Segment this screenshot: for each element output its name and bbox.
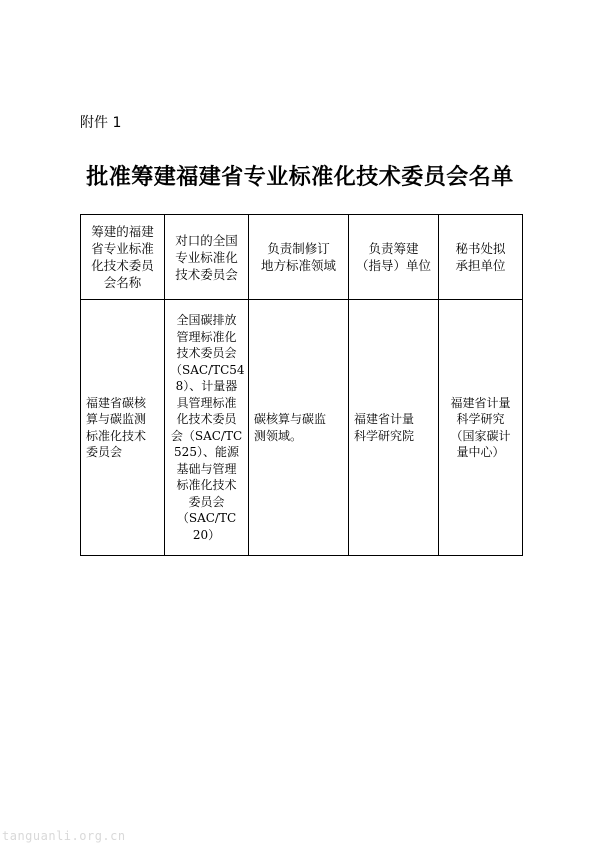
cell-preparation-unit: 福建省计量 科学研究院: [349, 300, 439, 556]
watermark: tanguanli.org.cn: [2, 829, 126, 843]
header-secretariat-unit: 秘书处拟 承担单位: [439, 215, 523, 300]
header-committee-name: 筹建的福建 省专业标准 化技术委员 会名称: [81, 215, 165, 300]
cell-secretariat-unit: 福建省计量 科学研究 （国家碳计 量中心）: [439, 300, 523, 556]
cell-standards-field: 碳核算与碳监 测领域。: [249, 300, 349, 556]
committee-table: [80, 214, 523, 556]
table-row: [81, 300, 523, 556]
header-preparation-unit: 负责筹建 （指导）单位: [349, 215, 439, 300]
table-header-row: [81, 215, 523, 300]
attachment-label: 附件 1: [80, 115, 122, 131]
cell-committee-name: 福建省碳核 算与碳监测 标准化技术 委员会: [81, 300, 165, 556]
cell-national-counterpart: 全国碳排放 管理标准化 技术委员会 （SAC/TC54 8）、计量器 具管理标准 化技术委员 会（SAC/TC 525）、能源 基础与管理 标准化技术 委员会 （SAC/TC 20）: [165, 300, 249, 556]
header-national-counterpart: 对口的全国 专业标准化 技术委员会: [165, 215, 249, 300]
header-standards-field: 负责制修订 地方标准领域: [249, 215, 349, 300]
document-title: 批准筹建福建省专业标准化技术委员会名单: [86, 164, 514, 190]
